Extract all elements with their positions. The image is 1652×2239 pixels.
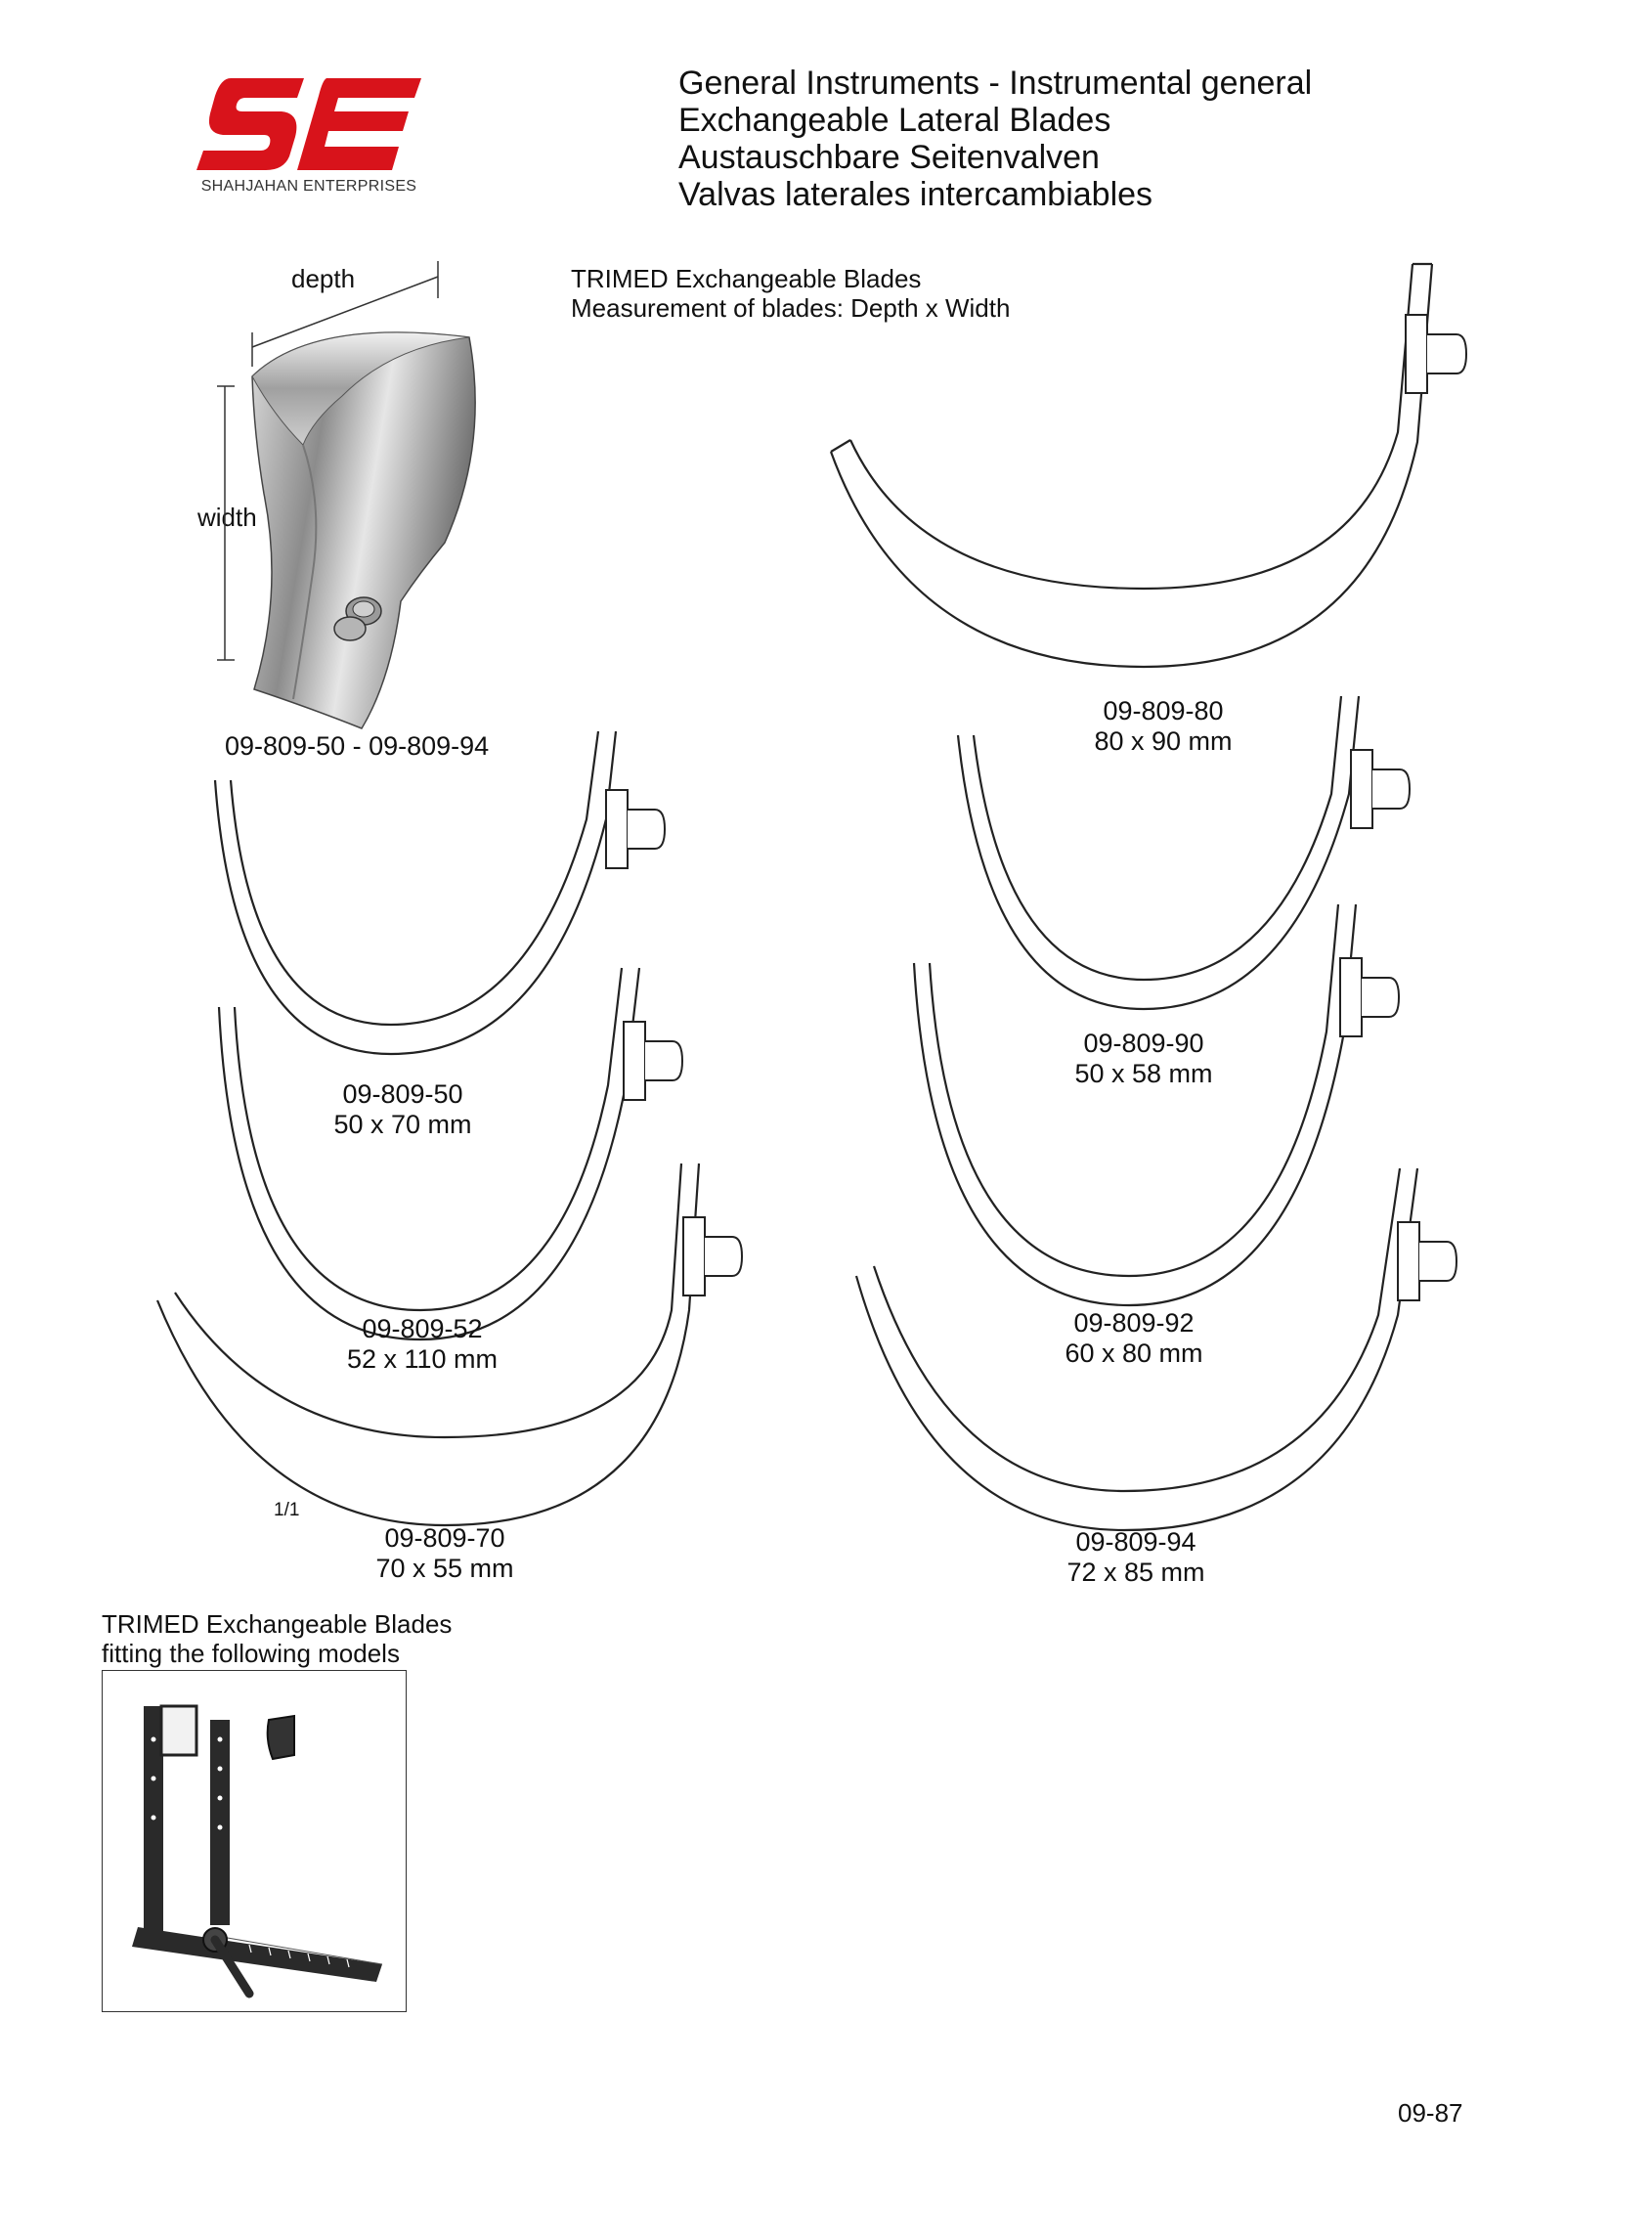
product-label-09-809-94	[1038, 1527, 1234, 1588]
product-code: 09-809-50	[342, 1079, 463, 1109]
retractor-illustration	[103, 1671, 408, 2013]
blade-outline-09-809-80	[821, 256, 1525, 706]
diagram-range-label: 09-809-50 - 09-809-94	[225, 731, 490, 761]
depth-label: depth	[291, 264, 356, 293]
product-label-09-809-52	[315, 1314, 530, 1375]
fitting-line-2: fitting the following models	[102, 1639, 400, 1668]
retractor-image-frame	[102, 1670, 407, 2012]
product-label-09-809-90	[1046, 1029, 1241, 1089]
page-header	[678, 65, 1312, 213]
product-size: 60 x 80 mm	[1065, 1339, 1203, 1368]
blade-3d-illustration	[196, 249, 508, 748]
header-line-3: Austauschbare Seitenvalven	[678, 139, 1100, 176]
intro-line-1: TRIMED Exchangeable Blades	[571, 264, 922, 293]
product-label-09-809-80	[1065, 696, 1261, 757]
product-code: 09-809-92	[1073, 1308, 1195, 1338]
se-logo-icon	[192, 70, 426, 178]
product-size: 50 x 58 mm	[1074, 1059, 1213, 1088]
width-label: width	[197, 503, 257, 532]
header-line-2: Exchangeable Lateral Blades	[678, 102, 1111, 139]
header-line-4: Valvas laterales intercambiables	[678, 176, 1153, 213]
product-label-09-809-92	[1036, 1308, 1232, 1369]
product-code: 09-809-94	[1075, 1527, 1196, 1557]
product-size: 52 x 110 mm	[346, 1344, 499, 1374]
product-label-09-809-50	[305, 1079, 500, 1140]
product-size: 70 x 55 mm	[375, 1554, 514, 1583]
brand-name: SHAHJAHAN ENTERPRISES	[200, 178, 417, 195]
product-size: 80 x 90 mm	[1094, 726, 1233, 756]
brand-logo	[192, 70, 426, 198]
product-code: 09-809-70	[384, 1523, 505, 1553]
product-size: 50 x 70 mm	[333, 1110, 472, 1139]
scale-note: 1/1	[274, 1500, 300, 1520]
product-code: 09-809-52	[362, 1314, 483, 1343]
product-label-09-809-70	[347, 1523, 543, 1584]
product-code: 09-809-90	[1083, 1029, 1204, 1058]
fitting-text	[102, 1609, 452, 1668]
intro-line-2: Measurement of blades: Depth x Width	[571, 293, 1011, 323]
page-number: 09-87	[1398, 2098, 1463, 2128]
fitting-line-1: TRIMED Exchangeable Blades	[102, 1609, 453, 1639]
product-code: 09-809-80	[1103, 696, 1224, 725]
header-line-1: General Instruments - Instrumental general	[678, 65, 1313, 102]
product-size: 72 x 85 mm	[1066, 1558, 1205, 1587]
